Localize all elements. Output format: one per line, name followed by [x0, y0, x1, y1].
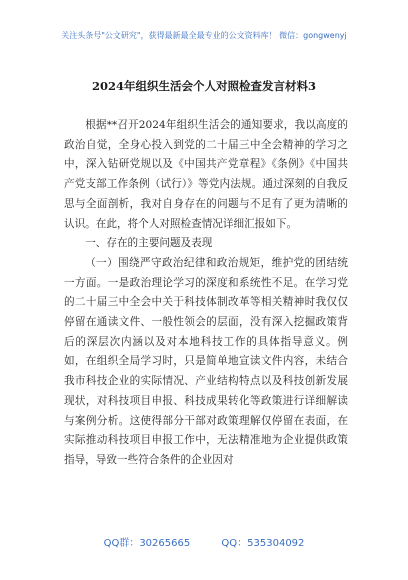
section-heading: 一、存在的主要问题及表现 [85, 237, 213, 250]
header-ad-text: 关注头条号"公文研究"，获得最新最全最专业的公文资料库！ 微信：gongwenyj [61, 31, 347, 40]
document-title: 2024年组织生活会个人对照检查发言材料3 [91, 79, 316, 93]
qq-group-number: QQ群：30265665 [103, 538, 191, 549]
body-paragraph: （一）围绕严守政治纪律和政治规矩，维护党的团结统一方面。一是政治理论学习的深度和系统性不足。在学习党的二十届三中全会中关于科技体制改革等相关精神时我仅仅停留在通读文件、一般性领会的层面，没有深入挖掘政策背后的深层次内涵以及对本地科技工作的具体指导意义。例如，在组织全局学习时，只是简单地宣读文件内容，未结合我市科技企业的实际情况、产业结构特点以及科技创新发展现状，对科技项目申报、科技成果转化等政策进行详细解读与案例分析。这使得部分干部对政策理解仅停留在表面，在实际推动科技项目申报工作中，无法精准地为企业提供政策指导，导致一些符合条件的企业因对 [64, 256, 348, 466]
qq-number: QQ：535304092 [221, 538, 305, 549]
document-body [64, 116, 348, 471]
footer-contact [0, 534, 408, 549]
intro-paragraph: 根据**召开2024年组织生活会的通知要求，我以高度的政治自觉，全身心投入到党的二十届三中全会精神的学习之中，深入钻研党规以及《中国共产党章程》《条例》《中国共产党支部工作条例（试行）》等党内法规。通过深刻的自我反思与全面剖析，我对自身存在的问题与不足有了更为清晰的认识。在此，将个人对照检查情况详细汇报如下。 [64, 119, 348, 230]
